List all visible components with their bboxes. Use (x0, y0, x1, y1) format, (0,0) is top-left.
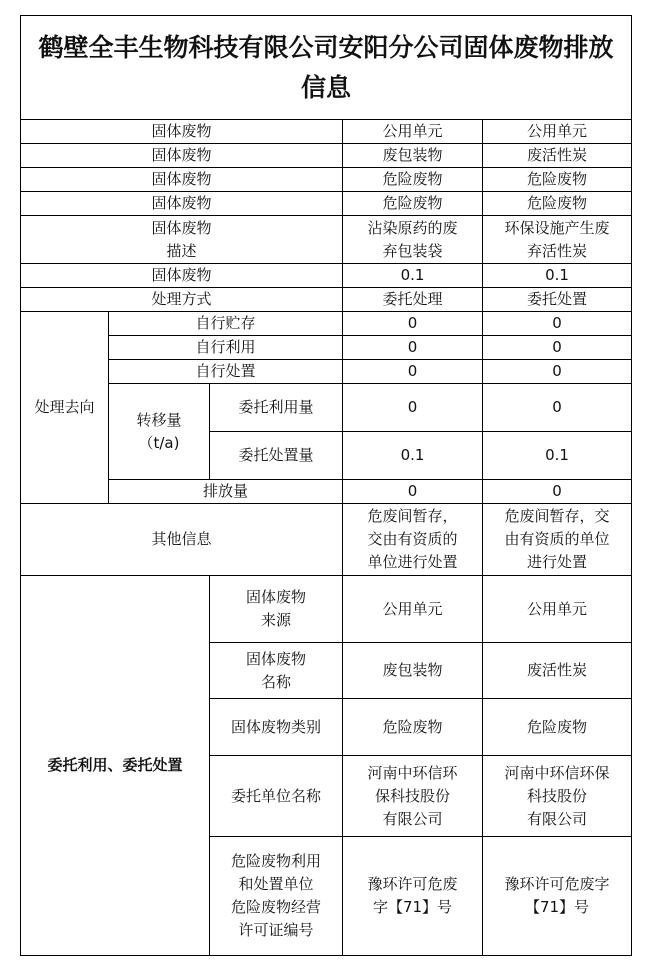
cell: 危废间暂存， 交由有资质的 单位进行处置 (343, 504, 483, 576)
cell: 公用单元 (483, 120, 632, 144)
table-row (21, 168, 632, 192)
cell: 委托处理 (343, 288, 483, 312)
cell: 0 (483, 336, 632, 360)
table-row (21, 312, 632, 336)
cell: 0 (343, 312, 483, 336)
table-row (21, 264, 632, 288)
cell: 0.1 (483, 432, 632, 480)
table-row (21, 120, 632, 144)
row-label: 固体废物 描述 (21, 216, 343, 264)
row-label: 固体废物 (21, 192, 343, 216)
row-label: 固体废物 名称 (210, 643, 343, 699)
cell: 0 (483, 360, 632, 384)
cell: 公用单元 (483, 576, 632, 643)
cell: 豫环许可危废 字【71】号 (343, 837, 483, 956)
cell: 危险废物 (483, 168, 632, 192)
row-label: 固体废物 (21, 264, 343, 288)
cell: 河南中环信环 保科技股份 有限公司 (343, 756, 483, 837)
cell: 公用单元 (343, 576, 483, 643)
cell: 环保设施产生废 弃活性炭 (483, 216, 632, 264)
transfer-label: 转移量 （t/a) (109, 384, 210, 480)
table-row (21, 576, 632, 643)
solid-waste-table (20, 15, 632, 956)
row-label: 自行利用 (109, 336, 343, 360)
cell: 河南中环信环保 科技股份 有限公司 (483, 756, 632, 837)
row-label: 委托处置量 (210, 432, 343, 480)
disposal-group-label: 处理去向 (21, 312, 109, 504)
cell: 0 (343, 360, 483, 384)
table-row (21, 144, 632, 168)
table-row (21, 288, 632, 312)
row-label: 处理方式 (21, 288, 343, 312)
row-label: 委托利用量 (210, 384, 343, 432)
table-row (21, 336, 632, 360)
cell: 委托处置 (483, 288, 632, 312)
cell: 0.1 (343, 264, 483, 288)
cell: 豫环许可危废字 【71】号 (483, 837, 632, 956)
row-label: 排放量 (109, 480, 343, 504)
row-label: 自行处置 (109, 360, 343, 384)
cell: 废活性炭 (483, 144, 632, 168)
row-label: 固体废物 (21, 144, 343, 168)
cell: 危险废物 (483, 192, 632, 216)
cell: 危险废物 (343, 192, 483, 216)
table-row (21, 384, 632, 432)
cell: 公用单元 (343, 120, 483, 144)
row-label: 危险废物利用 和处置单位 危险废物经营 许可证编号 (210, 837, 343, 956)
row-label: 固体废物类别 (210, 699, 343, 756)
cell: 0.1 (343, 432, 483, 480)
cell: 废活性炭 (483, 643, 632, 699)
row-label: 其他信息 (21, 504, 343, 576)
table-row (21, 192, 632, 216)
cell: 危险废物 (343, 699, 483, 756)
table-row (21, 504, 632, 576)
cell: 0 (483, 480, 632, 504)
cell: 0 (483, 312, 632, 336)
table-row (21, 216, 632, 264)
cell: 0 (343, 480, 483, 504)
row-label: 固体废物 (21, 168, 343, 192)
row-label: 固体废物 (21, 120, 343, 144)
row-label: 固体废物 来源 (210, 576, 343, 643)
table-row (21, 480, 632, 504)
cell: 沾染原药的废 弃包装袋 (343, 216, 483, 264)
table-row (21, 360, 632, 384)
cell: 0 (343, 384, 483, 432)
page-title: 鹤壁全丰生物科技有限公司安阳分公司固体废物排放信息 (21, 16, 632, 120)
cell: 0 (343, 336, 483, 360)
cell: 废包装物 (343, 144, 483, 168)
entrust-group-label: 委托利用、委托处置 (21, 576, 210, 956)
row-label: 委托单位名称 (210, 756, 343, 837)
cell: 0.1 (483, 264, 632, 288)
cell: 危废间暂存，交 由有资质的单位 进行处置 (483, 504, 632, 576)
cell: 废包装物 (343, 643, 483, 699)
cell: 危险废物 (483, 699, 632, 756)
cell: 危险废物 (343, 168, 483, 192)
cell: 0 (483, 384, 632, 432)
row-label: 自行贮存 (109, 312, 343, 336)
